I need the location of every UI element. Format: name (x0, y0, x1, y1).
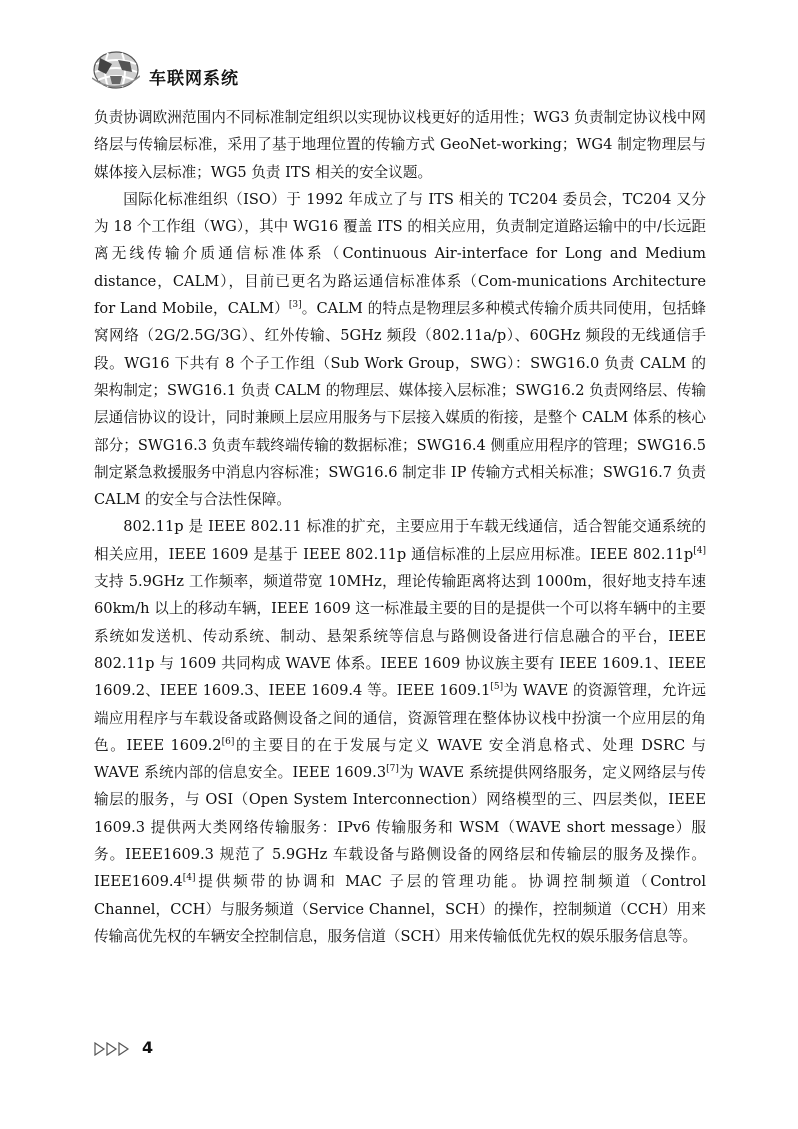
triple-arrow-icon (94, 1042, 138, 1056)
paragraph-3-text-e: 为 WAVE 系统提供网络服务，定义网络层与传输层的服务，与 OSI（Open System Interconnection）网络模型的三、四层类似，IEEE 1609.3 提供两大类网络传输服务：IPv6 传输服务和 WSM（WAVE short message）服务。IEEE1609.3 规范了 5.9GHz 车载设备与路侧设备的网络层和传输层的服务及操作。IEEE1609.4 (94, 764, 706, 891)
globe-logo-icon (92, 50, 140, 90)
paragraph-2-text-b: 。CALM 的特点是物理层多种模式传输介质共同使用，包括蜂窝网络（2G/2.5G/3G）、红外传输、5GHz 频段（802.11a/p）、60GHz 频段的无线通信手段。WG16 下共有 8 个子工作组（Sub Work Group，SWG）：SWG16.0 负责 CALM 的架构制定；SWG16.1 负责 CALM 的物理层、媒体接入层标准；SWG16.2 负责网络层、传输层通信协议的设计，同时兼顾上层应用服务与下层接入媒质的衔接，是整个 CALM 体系的核心部分；SWG16.3 负责车载终端传输的数据标准；SWG16.4 侧重应用程序的管理；SWG16.5 制定紧急救援服务中消息内容标准；SWG16.6 制定非 IP 传输方式相关标准；SWG16.7 负责 CALM 的安全与合法性保障。 (94, 300, 706, 509)
citation-ref: [7] (386, 764, 399, 775)
paragraph-3-text-f: 提供频带的协调和 MAC 子层的管理功能。协调控制频道（Control Channel，CCH）与服务频道（Service Channel，SCH）的操作，控制频道（CCH）用来传输高优先权的车辆安全控制信息，服务信道（SCH）用来传输低优先权的娱乐服务信息等。 (94, 873, 706, 945)
paragraph-1: 负责协调欧洲范围内不同标准制定组织以实现协议栈更好的适用性；WG3 负责制定协议栈中网络层与传输层标准，采用了基于地理位置的传输方式 GeoNet-working；WG4 制定物理层与媒体接入层标准；WG5 负责 ITS 相关的安全议题。 (94, 109, 706, 181)
page-footer (94, 1038, 214, 1058)
citation-ref: [5] (490, 682, 504, 693)
body-text (94, 104, 706, 950)
paragraph-2 (94, 186, 706, 514)
citation-ref: [3] (288, 300, 302, 311)
paragraph-3-text-b: 支持 5.9GHz 工作频率，频道带宽 10MHz，理论传输距离将达到 1000m，很好地支持车速 60km/h 以上的移动车辆，IEEE 1609 这一标准最主要的目的是提供一个可以将车辆中的主要系统如发送机、传动系统、制动、悬架系统等信息与路侧设备进行信息融合的平台，IEEE 802.11p 与 1609 共同构成 WAVE 体系。IEEE 1609 协议族主要有 IEEE 1609.1、IEEE 1609.2、IEEE 1609.3、IEEE 1609.4 等。IEEE 1609.1 (94, 573, 706, 700)
citation-ref: [6] (221, 736, 235, 747)
page-header (92, 50, 712, 94)
paragraph-2-text-a: 国际化标准组织（ISO）于 1992 年成立了与 ITS 相关的 TC204 委员会，TC204 又分为 18 个工作组（WG），其中 WG16 覆盖 ITS 的相关应用，负责制定道路运输中的中/长远距离无线传输介质通信标准体系（Continuous Air-interface for Long and Medium distance，CALM），目前已更名为路运通信标准体系（Com-munications Architecture for Land Mobile，CALM） (94, 190, 706, 318)
citation-ref: [4] (693, 545, 706, 556)
paragraph-3-text-d: 的主要目的在于发展与定义 WAVE 安全消息格式、处理 DSRC 与 WAVE 系统内部的信息安全。IEEE 1609.3 (94, 736, 707, 782)
paragraph-3-text-c: 为 WAVE 的资源管理，允许远端应用程序与车载设备或路侧设备之间的通信，资源管理在整体协议栈中扮演一个应用层的角色。IEEE 1609.2 (94, 682, 706, 754)
page-number: 4 (142, 1038, 154, 1057)
book-title: 车联网系统 (149, 69, 239, 89)
paragraph-3 (94, 513, 706, 950)
citation-ref: [4] (182, 873, 196, 884)
paragraph-3-text-a: 802.11p 是 IEEE 802.11 标准的扩充，主要应用于车载无线通信，适合智能交通系统的相关应用，IEEE 1609 是基于 IEEE 802.11p 通信标准的上层应用标准。IEEE 802.11p (94, 518, 706, 563)
